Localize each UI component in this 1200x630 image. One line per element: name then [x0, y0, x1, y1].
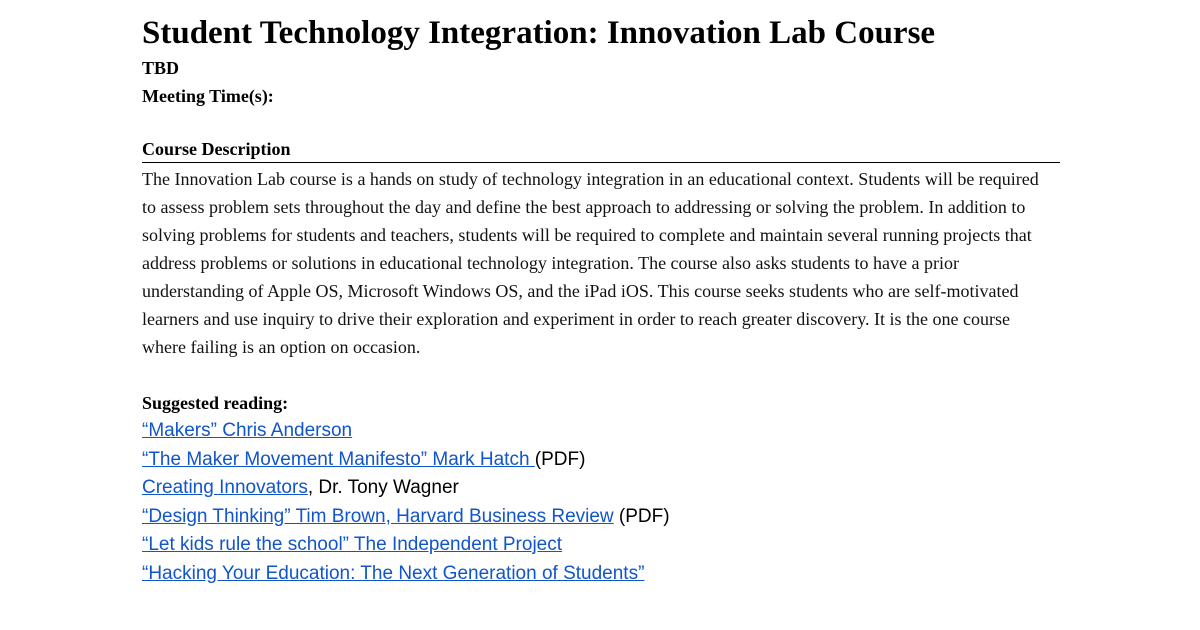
reading-link-makers[interactable]: “Makers” Chris Anderson	[142, 420, 353, 441]
reading-item	[142, 531, 1060, 560]
reading-item	[142, 417, 1060, 446]
reading-suffix: (PDF)	[613, 505, 670, 527]
document-body	[142, 12, 1060, 588]
meeting-time-label: Meeting Time(s):	[142, 86, 274, 106]
reading-link-maker-movement-manifesto[interactable]: “The Maker Movement Manifesto” Mark Hatch	[142, 448, 535, 470]
reading-link-hacking-your-education[interactable]: “Hacking Your Education: The Next Generation of Students”	[142, 562, 645, 584]
reading-link-creating-innovators[interactable]: Creating Innovators	[142, 477, 308, 498]
document-title: Student Technology Integration: Innovation Lab Course	[142, 15, 936, 51]
reading-suffix: (PDF)	[534, 448, 586, 470]
suggested-reading-heading: Suggested reading:	[142, 393, 289, 413]
location-text: TBD	[142, 58, 180, 78]
reading-link-design-thinking[interactable]: “Design Thinking” Tim Brown, Harvard Business Review	[142, 505, 614, 527]
reading-item	[142, 503, 1060, 532]
reading-link-let-kids-rule[interactable]: “Let kids rule the school” The Independent Project	[142, 534, 563, 555]
reading-list	[142, 417, 1060, 588]
reading-suffix: , Dr. Tony Wagner	[307, 477, 459, 498]
course-description-text: The Innovation Lab course is a hands on study of technology integration in an educational context. Students will be required to assess problem sets throughout the day and define the best approach to addressing or solving the problem. In addition to solving problems for students and teachers, students will be required to complete and maintain several running projects that address problems or solutions in educational technology integration. The course also asks students to have a prior understanding of Apple OS, Microsoft Windows OS, and the iPad iOS. This course seeks students who are self-motivated learners and use inquiry to drive their exploration and experiment in order to reach greater discovery. It is the one course where failing is an option on occasion.	[142, 169, 1039, 357]
course-description-heading: Course Description	[142, 136, 1060, 163]
reading-item	[142, 446, 1060, 475]
reading-item	[142, 560, 1060, 589]
reading-item	[142, 474, 1060, 503]
